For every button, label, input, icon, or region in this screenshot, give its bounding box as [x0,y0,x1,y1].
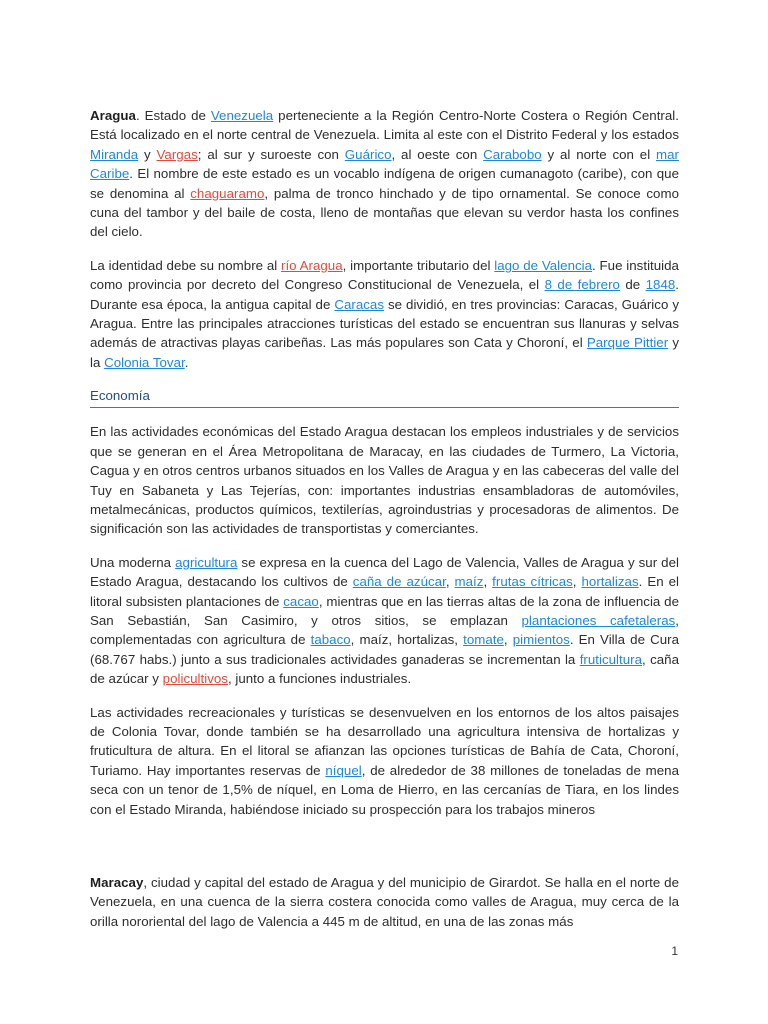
text-run: Una moderna [90,554,176,570]
link-cana-de-azucar[interactable]: caña de azúcar [352,574,446,590]
link-rio-aragua[interactable]: río Aragua [281,257,343,273]
text-run: , palma de tronco hinchado y de tipo ornamental. Se conoce como cuna del tambor y del baile de costa, lleno de montañas que elevan su verdor hasta los confines del cielo. [90,185,679,240]
link-niquel[interactable]: níquel [325,762,362,778]
paragraph-turismo-mineria [90,703,679,819]
text-run: , maíz, hortalizas, [350,632,464,648]
paragraph-identidad [90,256,679,372]
link-hortalizas[interactable]: hortalizas [581,574,639,590]
link-lago-de-valencia[interactable]: lago de Valencia [494,257,593,273]
text-run: , [503,632,513,648]
paragraph-maracay [90,873,679,931]
text-run: y [138,146,157,162]
link-1848[interactable]: 1848 [645,277,676,293]
link-parque-pittier[interactable]: Parque Pittier [586,335,669,351]
link-agricultura[interactable]: agricultura [175,554,238,570]
text-run: perteneciente a la Región Centro-Norte Costera o Región Central. Está localizado en el norte central de Venezuela. Limita al este con el Distrito Federal y los estados [90,108,679,143]
text-run: . Durante esa época, la antigua capital de [90,277,679,312]
link-chaguaramo[interactable]: chaguaramo [190,185,265,201]
term-aragua: Aragua [90,108,136,123]
text-run: , caña de azúcar y [90,651,679,687]
paragraph-actividades-economicas: En las actividades económicas del Estado Aragua destacan los empleos industriales y de servicios que se generan en el Área Metropolitana de Maracay, en las ciudades de Turmero, La Victoria, Cagua y en otros centros urbanos situados en los Valles de Aragua y en las cabeceras del valle del Tuy en Sabaneta y Las Tejerías, con: importantes industrias ensambladoras de automóviles, metalmecánicas, productos químicos, textilerías, agroindustrias y procesadoras de alimentos. De significación son las actividades de transportistas y comerciantes. [90,424,679,537]
link-pimientos[interactable]: pimientos [512,632,570,648]
link-maiz[interactable]: maíz [454,574,484,590]
text-run: . Estado de [135,108,211,123]
paragraph-agricultura [90,553,679,689]
link-vargas[interactable]: Vargas [156,146,198,162]
text-run: La identidad debe su nombre al [90,257,282,273]
text-run: , complementadas con agricultura de [90,612,679,648]
text-run: . El nombre de este estado es un vocablo indígena de origen cumanagoto (caribe), con que se denomina al [90,166,679,201]
spacer [90,833,679,873]
text-run: de [619,277,646,293]
page-number: 1 [671,944,678,958]
link-cacao[interactable]: cacao [283,593,319,609]
text-run: . En el litoral subsisten plantaciones de [90,574,680,609]
link-miranda[interactable]: Miranda [90,146,139,162]
link-venezuela[interactable]: Venezuela [210,108,274,123]
section-heading-economia: Economía [90,386,679,408]
link-fruticultura[interactable]: fruticultura [579,651,643,667]
text-run: , mientras que en las tierras altas de la zona de influencia de San Sebastián, San Casimiro, y otros sitios, se emplazan [90,593,679,628]
text-run: . En Villa de Cura (68.767 habs.) junto a sus tradicionales actividades ganaderas se incrementan la [90,632,679,667]
text-run: ; al sur y suroeste con [197,146,345,162]
paragraph-aragua-intro [90,106,679,242]
link-colonia-tovar[interactable]: Colonia Tovar [104,354,185,370]
term-maracay: Maracay [90,875,144,890]
text-run: y la [90,335,680,370]
link-policultivos[interactable]: policultivos [162,671,228,687]
text-run: , ciudad y capital del estado de Aragua y del municipio de Girardot. Se halla en el norte de Venezuela, en una cuenca de la sierra costera conocida como valles de Aragua, muy cerca de la orilla nororiental del lago de Valencia a 445 m de altitud, en una de las zonas más [90,875,679,929]
link-caracas[interactable]: Caracas [334,296,385,312]
link-carabobo[interactable]: Carabobo [483,146,542,162]
link-tomate[interactable]: tomate [463,632,504,648]
link-plantaciones-cafetaleras[interactable]: plantaciones cafetaleras [521,612,676,628]
text-run: , al oeste con [391,146,484,162]
text-run: , junto a funciones industriales. [227,671,412,687]
text-run: Las actividades recreacionales y turísticas se desenvuelven en los entornos de los altos paisajes de Colonia Tovar, donde también se ha desarrollado una agricultura intensiva de hortalizas y fruticultura de altura. En el litoral se afianzan las opciones turísticas de Bahía de Cata, Choroní, Turiamo. Hay importantes reservas de [90,704,679,778]
link-8-de-febrero[interactable]: 8 de febrero [544,277,620,293]
text-run: , [445,574,455,590]
text-run: se expresa en la cuenca del Lago de Valencia, Valles de Aragua y sur del Estado Aragua, destacando los cultivos de [90,554,679,590]
link-mar-caribe[interactable]: mar Caribe [90,146,680,182]
link-tabaco[interactable]: tabaco [310,632,351,648]
text-run: . [184,354,189,370]
text-run: , importante tributario del [342,257,495,273]
text-run: y al norte con el [541,146,657,162]
text-run: , de alrededor de 38 millones de toneladas de mena seca con un tenor de 1,5% de níquel, en Loma de Hierro, en las cercanías de Tiara, en los lindes con el Estado Miranda, habiéndose iniciado su prospección para los trabajos mineros [90,762,679,817]
text-run: . Fue instituida como provincia por decreto del Congreso Constitucional de Venezuela, el [90,257,679,293]
link-frutas-citricas[interactable]: frutas cítricas [492,574,573,590]
text-run: , [572,574,582,590]
link-guarico[interactable]: Guárico [344,146,392,162]
text-run: se dividió, en tres provincias: Caracas, Guárico y Aragua. Entre las principales atracciones turísticas del estado se encuentran sus llanuras y selvas además de atractivas playas caribeñas. Las más populares son Cata y Choroní, el [90,296,680,351]
text-run: , [483,574,493,590]
